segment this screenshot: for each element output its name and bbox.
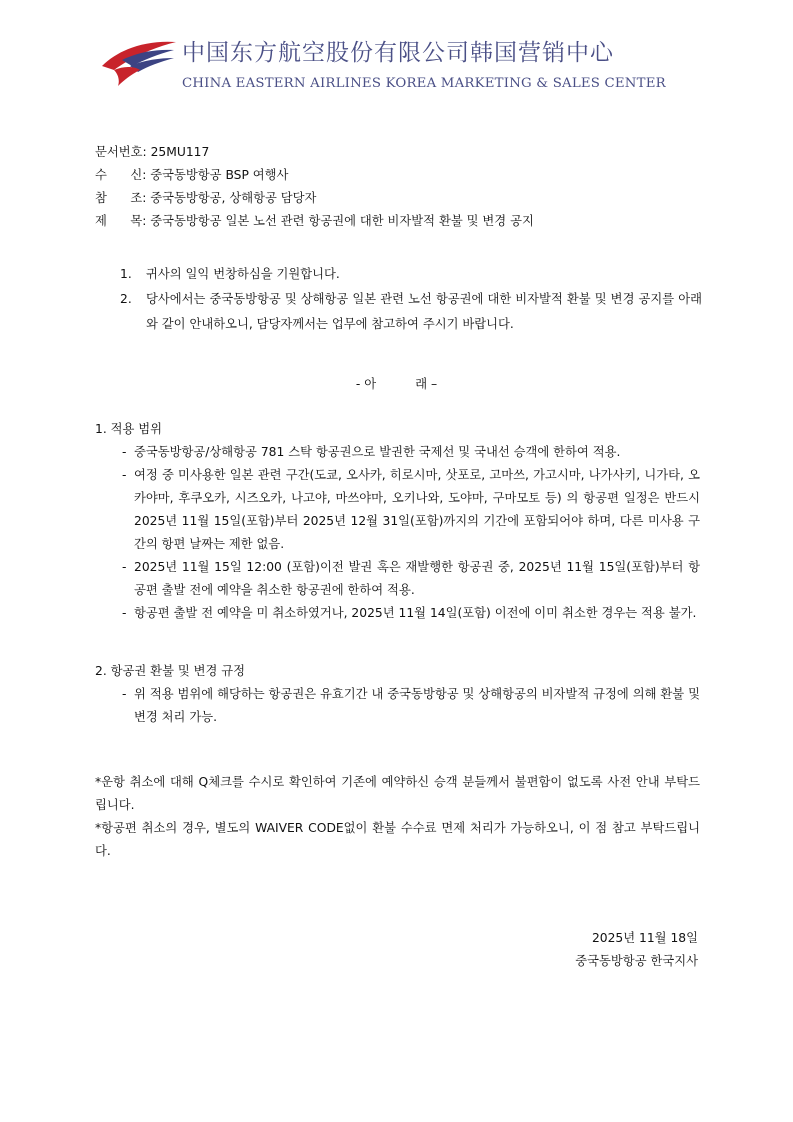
list-item — [95, 602, 700, 625]
note-q-check: *운항 취소에 대해 Q체크를 수시로 확인하여 기존에 예약하신 승객 분들께서 불편함이 없도록 사전 안내 부탁드립니다. — [95, 775, 701, 812]
list-item-text: 2025년 11월 15일 12:00 (포함)이전 발권 혹은 재발행한 항공권 중, 2025년 11월 15일(포함)부터 항공편 출발 전에 예약을 취소한 항공권에 한하여 적용. — [134, 560, 700, 597]
intro-item-number: 2. — [120, 292, 132, 306]
section-title: 2. 항공권 환불 및 변경 규정 — [95, 664, 246, 678]
letterhead — [100, 28, 700, 98]
meta-reference — [95, 187, 534, 210]
meta-document-number — [95, 141, 534, 164]
issuing-organization: 중국동방항공 한국지사 — [575, 954, 698, 968]
meta-label: 제 목: — [95, 214, 151, 228]
meta-label: 수 신: — [95, 168, 151, 182]
intro-list — [120, 262, 702, 337]
note-waiver: *항공편 취소의 경우, 별도의 WAIVER CODE없이 환불 수수료 면제 처리가 가능하오니, 이 점 참고 부탁드립니다. — [95, 821, 700, 858]
meta-label: 참 조: — [95, 191, 151, 205]
dash-bullet-icon: - — [122, 468, 127, 482]
list-item-text: 중국동방항공/상해항공 781 스탁 항공권으로 발권한 국제선 및 국내선 승객에 한하여 적용. — [134, 445, 621, 459]
section-scope — [95, 418, 700, 625]
meta-value: 중국동방항공, 상해항공 담당자 — [150, 191, 317, 205]
document-meta — [95, 141, 534, 233]
meta-subject — [95, 210, 534, 233]
company-name-english: CHINA EASTERN AIRLINES KOREA MARKETING & SALES CENTER — [182, 76, 666, 91]
section-title: 1. 적용 범위 — [95, 422, 163, 436]
signature-block — [575, 927, 698, 973]
list-item-text: 여정 중 미사용한 일본 관련 구간(도쿄, 오사카, 히로시마, 삿포로, 고마쓰, 가고시마, 나가사키, 니가타, 오카야마, 후쿠오카, 시즈오카, 나고야, 마쓰야마, 오키나와, 도야마, 구마모토 등) 의 항공편 일정은 반드시 2025년 11월 15일(포함)부터 2025년 12월 31일(포함)까지의 기간에 포함되어야 하며, 다른 미사용 구간의 항편 날짜는 제한 없음. — [134, 468, 700, 551]
intro-item-number: 1. — [120, 267, 132, 281]
section-refund-rules — [95, 660, 700, 729]
dash-bullet-icon: - — [122, 606, 127, 620]
document-date: 2025년 11월 18일 — [591, 931, 698, 945]
company-name-chinese: 中国东方航空股份有限公司韩国营销中心 — [182, 40, 614, 66]
list-item — [95, 441, 700, 464]
meta-value: 25MU117 — [150, 145, 210, 159]
list-item-text: 항공편 출발 전 예약을 미 취소하였거나, 2025년 11월 14일(포함) 이전에 이미 취소한 경우는 적용 불가. — [134, 606, 697, 620]
meta-value: 중국동방항공 BSP 여행사 — [150, 168, 289, 182]
details-heading: - 아 래 – — [355, 377, 438, 391]
intro-item — [120, 287, 702, 337]
intro-item — [120, 262, 702, 287]
notes — [95, 771, 700, 863]
list-item — [95, 683, 700, 729]
intro-item-text: 귀사의 일익 번창하심을 기원합니다. — [146, 267, 340, 281]
dash-bullet-icon: - — [122, 445, 127, 459]
meta-value: 중국동방항공 일본 노선 관련 항공권에 대한 비자발적 환불 및 변경 공지 — [150, 214, 534, 228]
dash-bullet-icon: - — [122, 687, 127, 701]
dash-bullet-icon: - — [122, 560, 127, 574]
china-eastern-swallow-logo-icon — [100, 36, 176, 86]
list-item — [95, 556, 700, 602]
meta-label: 문서번호: — [95, 145, 151, 159]
list-item — [95, 464, 700, 556]
list-item-text: 위 적용 범위에 해당하는 항공권은 유효기간 내 중국동방항공 및 상해항공의 비자발적 규정에 의해 환불 및 변경 처리 가능. — [134, 687, 700, 724]
meta-recipient — [95, 164, 534, 187]
intro-item-text: 당사에서는 중국동방항공 및 상해항공 일본 관련 노선 항공권에 대한 비자발적 환불 및 변경 공지를 아래와 같이 안내하오니, 담당자께서는 업무에 참고하여 주시기 바랍니다. — [146, 292, 702, 331]
